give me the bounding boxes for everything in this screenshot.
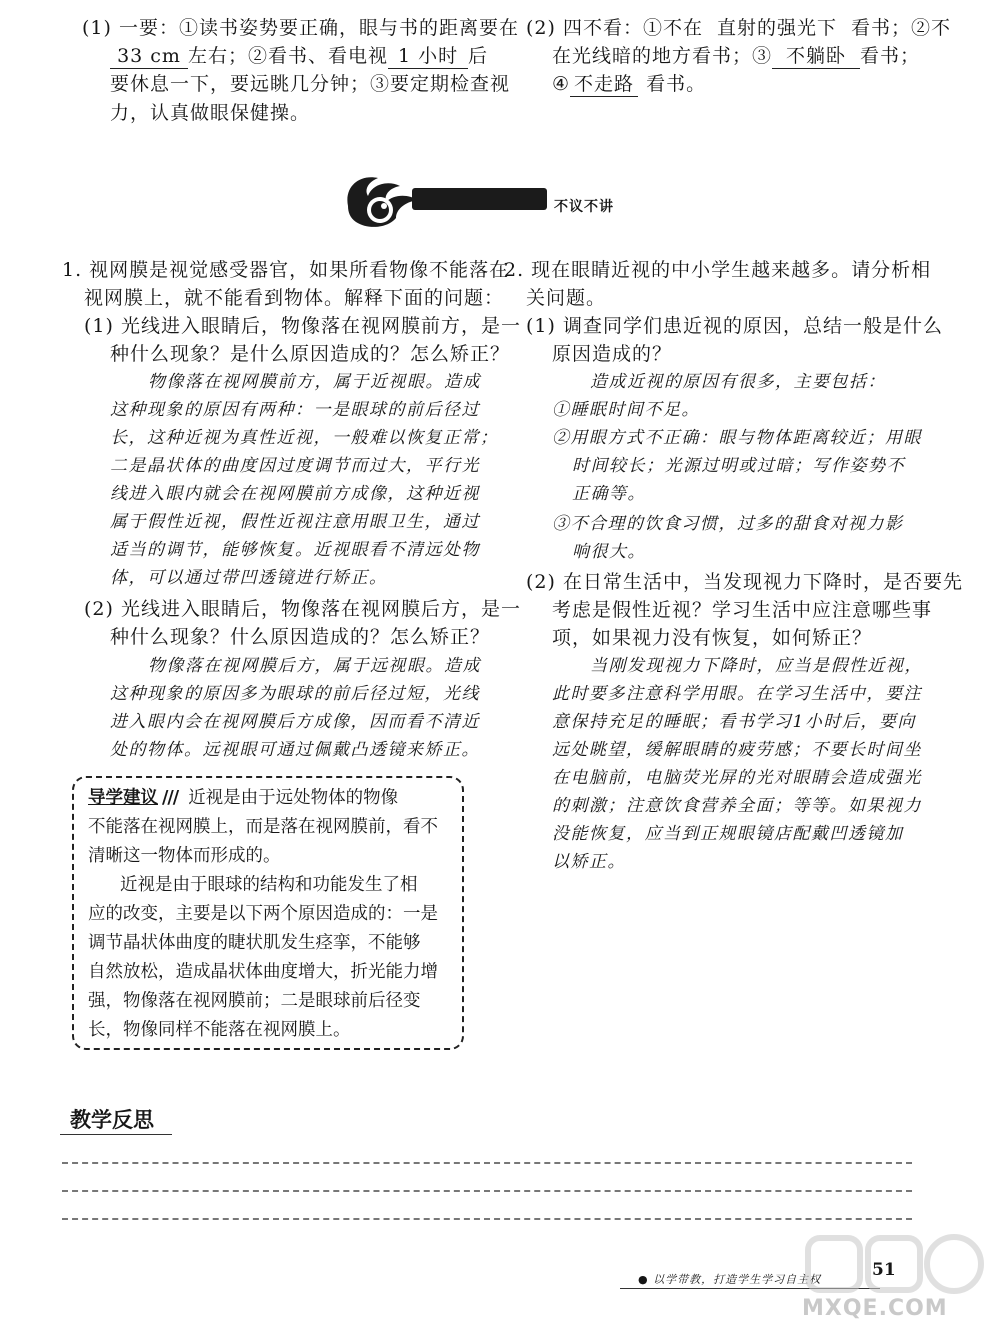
q1-answer-1-line: 适当的调节，能够恢复。近视眼看不清远处物 — [110, 540, 480, 560]
q1-answer-1-line: 二是晶状体的曲度因过度调节而过大，平行光 — [110, 456, 480, 476]
reflection-title-underline — [60, 1134, 172, 1135]
q2-answer-2-line: 的刺激；注意饮食营养全面；等等。如果视力 — [552, 796, 922, 816]
q1-line: 视网膜上，就不能看到物体。解释下面的问题： — [84, 287, 505, 309]
tip-line: 自然放松，造成晶状体曲度增大，折光能力增 — [88, 962, 438, 982]
slash-marks-icon: /// — [162, 788, 179, 808]
top-right-line-2-b: 看书； — [860, 45, 921, 67]
q1-answer-1-line: 属于假性近视，假性近视注意用眼卫生，通过 — [110, 512, 480, 532]
tip-first-line — [88, 786, 398, 810]
top-left-line-1: (1) 一要：①读书姿势要正确，眼与书的距离要在 — [82, 17, 519, 39]
q1-line: (1) 光线进入眼睛后，物像落在视网膜前方，是一 — [84, 315, 521, 337]
q2-sub2-line: (2) 在日常生活中，当发现视力下降时，是否要先 — [526, 571, 963, 593]
q1-answer-1-line: 体，可以通过带凹透镜进行矫正。 — [110, 568, 388, 588]
blank-distance: 33 cm — [110, 44, 188, 69]
q2-answer-2-line: 远处眺望，缓解眼睛的疲劳感；不要长时间坐 — [552, 740, 922, 760]
tip-line: 清晰这一物体而形成的。 — [88, 846, 281, 866]
q2-sub2-line: 项，如果视力没有恢复，如何矫正？ — [552, 627, 873, 649]
top-right-line-1 — [526, 16, 951, 40]
banner-title-bar — [412, 188, 547, 210]
q1-line: 1. 视网膜是视觉感受器官，如果所看物像不能落在 — [62, 259, 510, 281]
tip-line: 长，物像同样不能落在视网膜上。 — [88, 1020, 351, 1040]
q1-answer-1-line: 长，这种近视为真性近视，一般难以恢复正常； — [110, 428, 499, 448]
tip-line: 近视是由于远处物体的物像 — [188, 788, 399, 808]
q2-answer-2-line: 意保持充足的睡眠；看书学习1小时后，要向 — [552, 712, 916, 732]
reflection-writing-line — [62, 1190, 912, 1192]
tip-line: 不能落在视网膜上，而是落在视网膜前，看不 — [88, 817, 438, 837]
tip-line: 应的改变，主要是以下两个原因造成的：一是 — [88, 904, 438, 924]
q2-answer-2-line: 没能恢复，应当到正规眼镜店配戴凹透镜加 — [552, 824, 904, 844]
q2-answer-1-line: ①睡眠时间不足。 — [552, 400, 700, 420]
q2-line: (1) 调查同学们患近视的原因，总结一般是什么 — [526, 315, 943, 337]
top-left-line-4: 力，认真做眼保健操。 — [110, 102, 311, 124]
q1-answer-2-line: 进入眼内会在视网膜后方成像，因而看不清近 — [110, 712, 480, 732]
bullet-dot-icon: ● — [638, 1273, 649, 1286]
q2-answer-1-line: 正确等。 — [572, 484, 646, 504]
q2-answer-2-line: 此时要多注意科学用眼。在学习生活中，要注 — [552, 684, 922, 704]
banner-subtitle: 不议不讲 — [554, 199, 614, 215]
q2-answer-1-line: 响很大。 — [572, 542, 646, 562]
footer-slogan-text: 以学带教，打造学生学习自主权 — [653, 1273, 822, 1286]
q2-line: 2. 现在眼睛近视的中小学生越来越多。请分析相 — [504, 259, 932, 281]
tip-line: 调节晶状体曲度的睫状肌发生痉挛，不能够 — [88, 933, 421, 953]
top-left-line-2-mid: 左右；②看书、看电视 — [188, 45, 389, 67]
q1-answer-1-line: 物像落在视网膜前方，属于近视眼。造成 — [148, 372, 481, 392]
q1-answer-1-line: 线进入眼内就会在视网膜前方成像，这种近视 — [110, 484, 480, 504]
top-left-line-2 — [110, 44, 488, 69]
tip-label: 导学建议 — [88, 788, 158, 808]
tip-line: 近视是由于眼球的结构和功能发生了相 — [120, 875, 418, 895]
top-right-line-3-b: 看书。 — [646, 73, 707, 95]
q2-answer-1-line: ②用眼方式不正确：眼与物体距离较近；用眼 — [552, 428, 922, 448]
watermark-text: MXQE.COM — [802, 1296, 948, 1321]
top-right-line-2-a: 在光线暗的地方看书；③ — [552, 45, 773, 67]
tip-line: 强，物像落在视网膜前；二是眼球前后径变 — [88, 991, 421, 1011]
top-left-line-2-end: 后 — [468, 45, 489, 67]
reflection-writing-line — [62, 1162, 912, 1164]
blank-walking: 不走路 — [570, 72, 638, 97]
blank-time: 1 小时 — [388, 44, 468, 69]
q2-answer-1-line: 造成近视的原因有很多，主要包括： — [590, 372, 886, 392]
q1-line: 种什么现象？是什么原因造成的？怎么矫正？ — [110, 343, 511, 365]
q2-answer-1-line: ③不合理的饮食习惯，过多的甜食对视力影 — [552, 514, 904, 534]
top-right-line-1-c: 看书；②不 — [850, 17, 951, 39]
q2-sub2-line: 考虑是假性近视？学习生活中应注意哪些事 — [552, 599, 933, 621]
page-number: 51 — [872, 1260, 896, 1280]
blank-lying: 不躺卧 — [772, 44, 860, 69]
top-right-line-1-b: 直射的强光下 — [716, 17, 837, 39]
q2-line: 原因造成的？ — [552, 343, 673, 365]
reflection-title: 教学反思 — [70, 1108, 154, 1132]
q2-answer-2-line: 以矫正。 — [552, 852, 626, 872]
top-right-line-3 — [552, 72, 706, 97]
top-left-line-3: 要休息一下，要远眺几分钟；③要定期检查视 — [110, 73, 511, 95]
q1-sub2-line: 种什么现象？什么原因造成的？怎么矫正？ — [110, 626, 491, 648]
q1-answer-1-line: 这种现象的原因有两种：一是眼球的前后径过 — [110, 400, 480, 420]
q2-answer-2-line: 当刚发现视力下降时，应当是假性近视， — [590, 656, 923, 676]
top-right-line-2 — [552, 44, 920, 69]
q2-line: 关问题。 — [526, 287, 607, 309]
q1-answer-2-line: 这种现象的原因多为眼球的前后径过短，光线 — [110, 684, 480, 704]
top-right-line-1-a: (2) 四不看：①不在 — [526, 17, 703, 39]
q1-answer-2-line: 物像落在视网膜后方，属于远视眼。造成 — [148, 656, 481, 676]
q2-answer-1-line: 时间较长；光源过明或过暗；写作姿势不 — [572, 456, 905, 476]
q1-sub2-line: (2) 光线进入眼睛后，物像落在视网膜后方，是一 — [84, 598, 521, 620]
top-right-line-3-a: ④ — [552, 73, 571, 95]
footer-slogan — [638, 1271, 821, 1287]
reflection-writing-line — [62, 1218, 912, 1220]
q1-answer-2-line: 处的物体。远视眼可通过佩戴凸透镜来矫正。 — [110, 740, 480, 760]
q2-answer-2-line: 在电脑前，电脑荧光屏的光对眼睛会造成强光 — [552, 768, 922, 788]
